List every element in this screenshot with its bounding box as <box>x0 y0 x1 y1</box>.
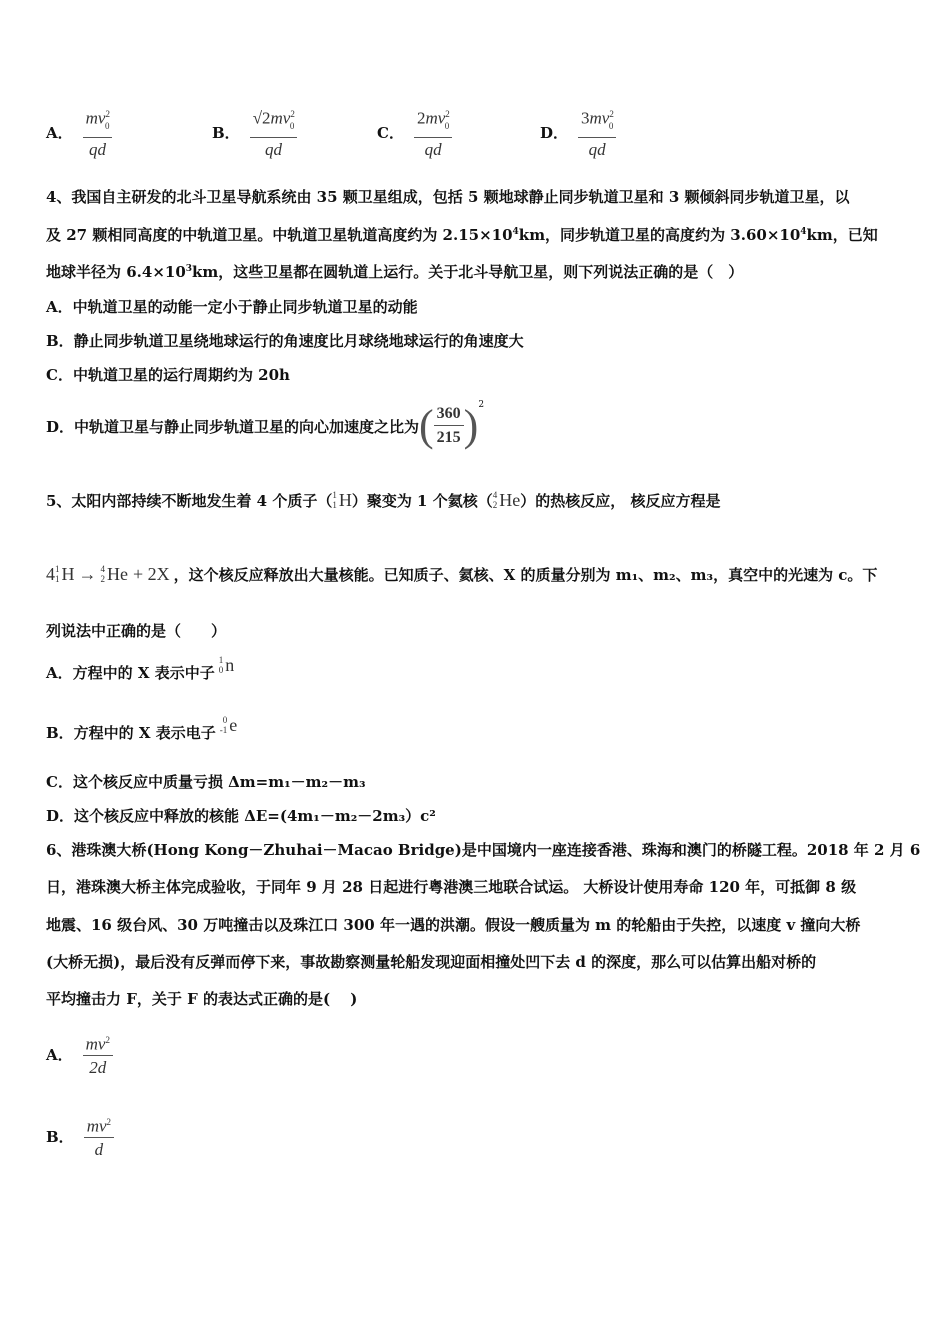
q5-option-c[interactable]: C．这个核反应中质量亏损 Δm=m₁－m₂－m₃ <box>46 773 366 791</box>
q4-option-c[interactable]: C．中轨道卫星的运行周期约为 20h <box>46 366 290 384</box>
q5-stem-line2: 4 1 1 H → 4 2 He + 2X ，这个核反应释放出大量核能。已知质子、氦核、X 的质量分别为 m₁、m₂、m₃，真空中的光速为 c。下 <box>46 563 878 584</box>
ratio-fraction: $\frac{360}{215}$ <box>434 404 464 448</box>
option-label: B． <box>212 123 240 142</box>
helium-symbol: 4 2 He <box>492 489 521 510</box>
q6-option-b[interactable] <box>46 1108 114 1164</box>
option-label: B． <box>46 1127 74 1146</box>
q6-stem-line2: 日，港珠澳大桥主体完成验收，于同年 9 月 28 日起进行粤港澳三地联合试运。 大桥设计使用寿命 120 年，可抵御 8 级 <box>46 878 857 896</box>
q6-stem-line5: 平均撞击力 F，关于 F 的表达式正确的是( ) <box>46 990 358 1008</box>
option-label: A． <box>46 123 73 142</box>
q3-option-a[interactable] <box>46 104 112 160</box>
q4-option-d[interactable] <box>46 398 484 454</box>
q3-option-d[interactable] <box>540 104 616 160</box>
q3-option-c[interactable] <box>377 104 452 160</box>
q4-stem-line2: 及 27 颗相同高度的中轨道卫星。中轨道卫星轨道高度约为 $2.15\times 10^4km$，同步轨道卫星的高度约为 $3.60\times 10^4km$，已知 <box>46 226 878 244</box>
neutron-symbol: 1 0 n <box>218 654 235 675</box>
left-paren: ( <box>419 401 434 450</box>
q4-option-b[interactable]: B．静止同步轨道卫星绕地球运行的角速度比月球绕地球运行的角速度大 <box>46 332 524 350</box>
q5-stem-line3: 列说法中正确的是（ ） <box>46 622 227 640</box>
fraction: $\frac{2mv^2_0}{qd}$ <box>414 104 452 159</box>
q6-stem-line3: 地震、16 级台风、30 万吨撞击以及珠江口 300 年一遇的洪潮。假设一艘质量为 m 的轮船由于失控，以速度 v 撞向大桥 <box>46 916 861 934</box>
q6-stem-line4: (大桥无损)，最后没有反弹而停下来，事故勘察测量轮船发现迎面相撞处凹下去 d 的深度，那么可以估算出船对桥的 <box>46 953 817 971</box>
q6-stem-line1: 6、港珠澳大桥(Hong Kong－Zhuhai－Macao Bridge)是中国境内一座连接香港、珠海和澳门的桥隧工程。2018 年 2 月 6 <box>46 841 921 859</box>
q3-option-b[interactable] <box>212 104 297 160</box>
q4-option-a[interactable]: A．中轨道卫星的动能一定小于静止同步轨道卫星的动能 <box>46 298 418 316</box>
option-label: A． <box>46 1045 73 1064</box>
fraction: $\frac{mv^2}{d}$ <box>84 1112 114 1161</box>
q5-stem-line1: 5、太阳内部持续不断地发生着 4 个质子（ 1 1 H ）聚变为 1 个氦核（ 4 2 He ）的热核反应， 核反应方程是 <box>46 489 721 510</box>
q5-option-d[interactable]: D．这个核反应中释放的核能 ΔE=(4m₁－m₂－2m₃）c² <box>46 807 436 825</box>
q5-option-b[interactable]: B．方程中的 X 表示电子 0 -1 e <box>46 714 238 742</box>
fraction: $\frac{mv^2}{2d}$ <box>83 1030 113 1079</box>
q4-stem-line1: 4、我国自主研发的北斗卫星导航系统由 35 颗卫星组成，包括 5 颗地球静止同步轨道卫星和 3 颗倾斜同步轨道卫星，以 <box>46 188 850 206</box>
option-label: C． <box>377 123 404 142</box>
q4-stem-line3: 地球半径为 $6.4\times 10^3km$，这些卫星都在圆轨道上运行。关于北斗导航卫星，则下列说法正确的是（ ） <box>46 263 744 281</box>
fraction: $\frac{3mv^2_0}{qd}$ <box>578 104 616 159</box>
electron-symbol: 0 -1 e <box>219 714 238 735</box>
ratio-exponent: 2 <box>478 400 485 410</box>
reaction-equation: 4 1 1 H → 4 2 He + 2X <box>46 563 170 584</box>
q3-options-row <box>46 104 926 160</box>
proton-symbol: 1 1 H <box>332 489 352 510</box>
option-label: D． <box>540 123 569 142</box>
q5-option-a[interactable]: A．方程中的 X 表示中子 1 0 n <box>46 654 235 682</box>
right-paren: ) <box>463 401 479 450</box>
q4-option-d-text: D．中轨道卫星与静止同步轨道卫星的向心加速度之比为 <box>46 417 420 436</box>
q6-option-a[interactable] <box>46 1026 113 1082</box>
fraction: $\frac{√2mv^2_0}{qd}$ <box>250 104 298 159</box>
fraction: $\frac{mv^2_0}{qd}$ <box>83 104 113 159</box>
